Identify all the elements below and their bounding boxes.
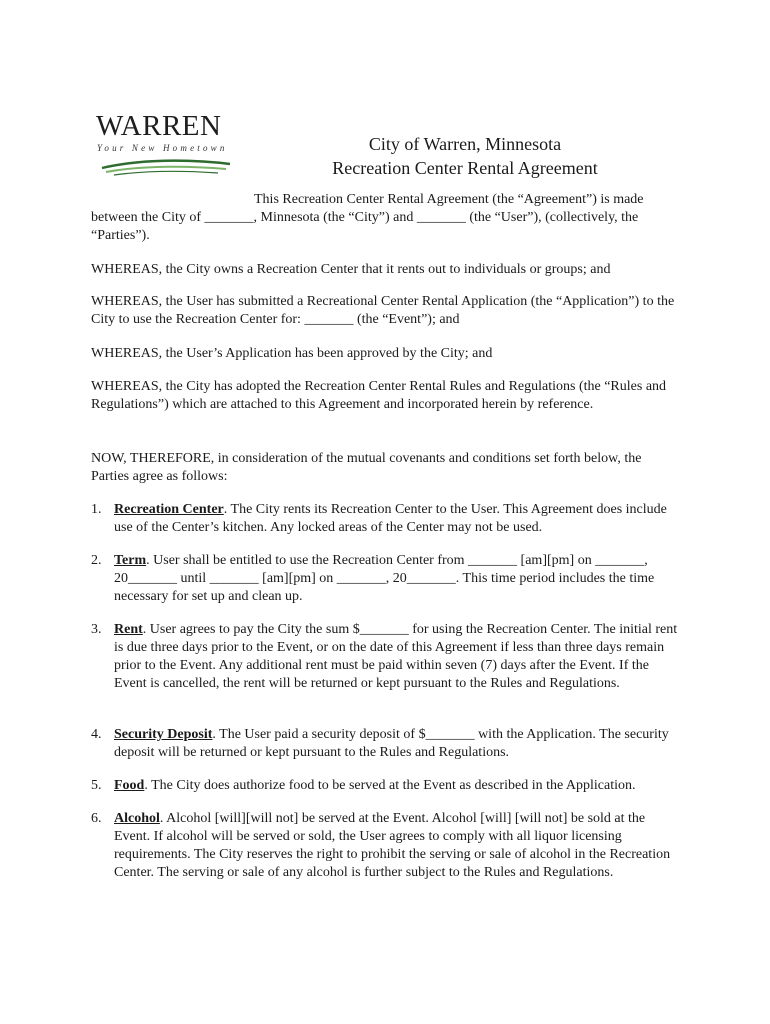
document-title (290, 132, 640, 180)
clause-list (91, 552, 681, 606)
clause-text: . Alcohol [will][will not] be served at the Event. Alcohol [will] [will not] be sold at the Event. If alcohol will be served or sold, the User agrees to comply with all liquor licensing requirements. The City reserves the right to prohibit the serving or sale of alcohol in the Recreation Center. The serving or sale of any alcohol is further subject to the Rules and Regulations. (114, 811, 671, 880)
whereas-4: WHEREAS, the City has adopted the Recreation Center Rental Rules and Regulations (the “Rules and Regulations”) which are attached to this Agreement and incorporated herein by reference. (91, 379, 667, 412)
whereas-2: WHEREAS, the User has submitted a Recreational Center Rental Application (the “Application”) to the City to use the Recreation Center for: _______ (the “Event”); and (91, 294, 675, 327)
clause-list (91, 726, 681, 762)
clause-list (91, 621, 681, 693)
clause-list (91, 810, 681, 882)
clause-3 (91, 621, 681, 693)
clause-number: 1. (91, 502, 102, 517)
clause-number: 6. (91, 811, 102, 826)
whereas-1: WHEREAS, the City owns a Recreation Center that it rents out to individuals or groups; and (91, 262, 611, 277)
title-line-2: Recreation Center Rental Agreement (332, 158, 598, 178)
clause-heading: Alcohol (114, 811, 160, 826)
clause-heading: Recreation Center (114, 502, 224, 517)
now-therefore: NOW, THEREFORE, in consideration of the mutual covenants and conditions set forth below, the Parties agree as follows: (91, 451, 642, 484)
logo-wordmark: WARREN (96, 110, 222, 142)
clause-text: . The City rents its Recreation Center to the User. This Agreement does include use of the Center’s kitchen. Any locked areas of the Center may not be used. (114, 502, 667, 535)
clause-heading: Term (114, 553, 147, 568)
clause-number: 5. (91, 778, 102, 793)
clause-text: . The City does authorize food to be served at the Event as described in the Application. (144, 778, 636, 793)
clause-text: . The User paid a security deposit of $_______ with the Application. The security deposit will be returned or kept pursuant to the Rules and Regulations. (114, 727, 669, 760)
clause-4 (91, 726, 681, 762)
logo-tagline: Your New Hometown (97, 143, 228, 153)
clause-heading: Food (114, 778, 145, 793)
clause-heading: Security Deposit (114, 727, 213, 742)
clause-5 (91, 777, 681, 795)
clause-6 (91, 810, 681, 882)
swoosh-icon (100, 155, 232, 177)
clause-text: . User agrees to pay the City the sum $_______ for using the Recreation Center. The initial rent is due three days prior to the Event, or on the date of this Agreement if less than three days remain prior to the Event. Any additional rent must be paid within seven (7) days after the Event. If the Event is cancelled, the rent will be returned or kept pursuant to the Rules and Regulations. (114, 622, 678, 691)
whereas-3: WHEREAS, the User’s Application has been approved by the City; and (91, 346, 493, 361)
city-logo (92, 112, 242, 178)
clause-heading: Rent (114, 622, 143, 637)
clause-number: 3. (91, 622, 102, 637)
intro-paragraph: This Recreation Center Rental Agreement (the “Agreement”) is made between the City of _______, Minnesota (the “City”) and _______ (the “User”), (collectively, the “Parties”). (91, 192, 644, 243)
clause-2 (91, 552, 681, 606)
clause-number: 2. (91, 553, 102, 568)
clause-list (91, 777, 681, 795)
clause-number: 4. (91, 727, 102, 742)
clause-text: . User shall be entitled to use the Recreation Center from _______ [am][pm] on _______, 20_______ until _______ [am][pm] on _______, 20_______. This time period includes the time necessary for set up and clean up. (114, 553, 655, 604)
clause-1 (91, 501, 681, 537)
title-line-1: City of Warren, Minnesota (368, 134, 562, 154)
clause-list (91, 501, 681, 537)
